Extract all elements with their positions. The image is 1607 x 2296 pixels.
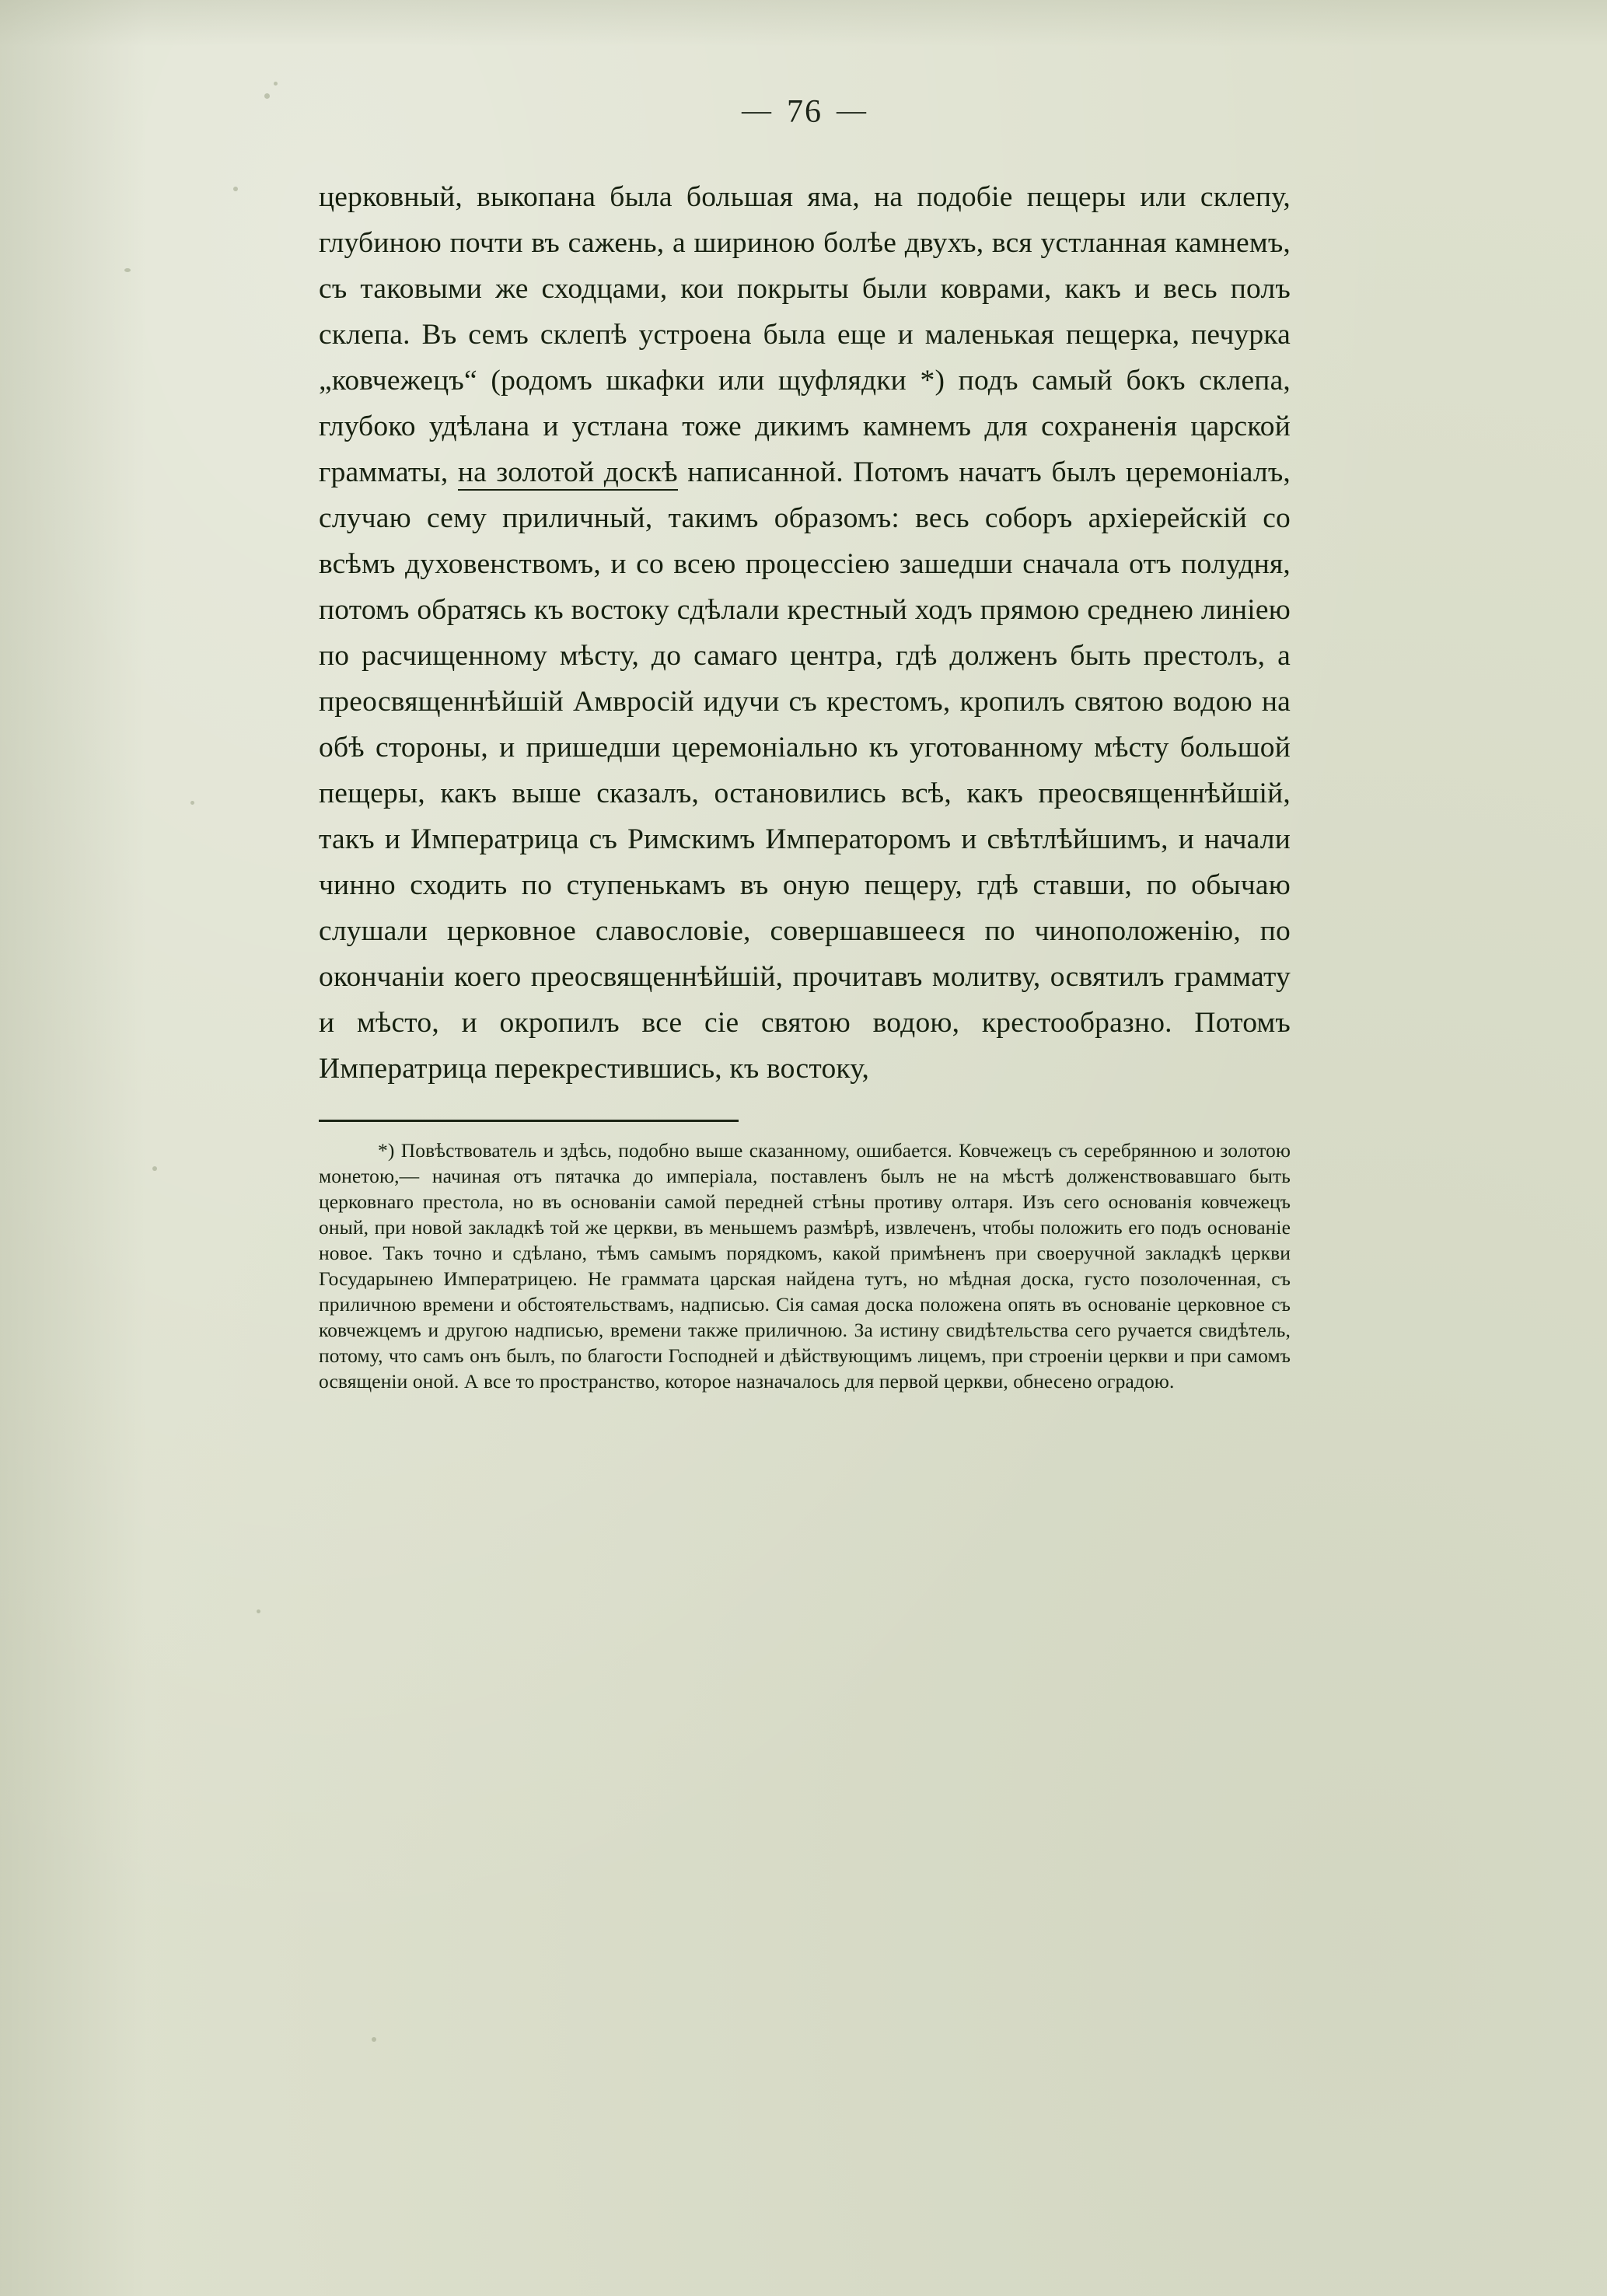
paper-speck <box>152 1166 157 1171</box>
footnote <box>319 1138 1291 1394</box>
paper-speck <box>264 93 270 99</box>
body-text <box>319 174 1291 1092</box>
body-underlined-fragment: на золотой доскѣ <box>458 456 678 491</box>
paper-speck <box>257 1609 260 1613</box>
footnote-text: Повѣствователь и здѣсь, подобно выше сказанному, ошибается. Ковчежецъ съ серебрянною и золотою монетою,— начиная отъ пятачка до имперіала, поставленъ былъ не на мѣстѣ долженствовавшаго быть церковнаго престола, но въ основаніи самой передней стѣны противу олтаря. Изъ сего основанія ковчежецъ оный, при новой закладкѣ той же церкви, въ меньшемъ размѣрѣ, извлеченъ, чтобы положить его подъ основаніе новое. Такъ точно и сдѣлано, тѣмъ самымъ порядкомъ, какой примѣненъ при своеручной закладкѣ церкви Государынею Императрицею. Не граммата царская найдена тутъ, но мѣдная доска, густо позолоченная, съ приличною времени и обстоятельствамъ, надписью. Сія самая доска положена опять въ основаніе церковное съ ковчежцемъ и другою надписью, времени также приличною. За истину свидѣтельства сего ручается свидѣтель, потому, что самъ онъ былъ, по благости Господней и дѣйствующимъ лицемъ, при строеніи церкви и при самомъ освященіи оной. А все то пространство, которое назначалось для первой церкви, обнесено оградою. <box>319 1139 1291 1393</box>
body-paragraph <box>319 174 1291 1092</box>
paper-speck <box>124 268 131 272</box>
paper-shadow-top <box>0 0 1607 54</box>
paper-speck <box>233 187 238 191</box>
page-number <box>319 93 1291 131</box>
page-content <box>319 93 1291 1394</box>
footnote-marker: *) <box>378 1139 395 1162</box>
body-paragraph-part2: написанной. Потомъ начатъ былъ церемоніалъ, случаю сему приличный, такимъ образомъ: весь соборъ архіерейскій со всѣмъ духовенствомъ, и со всею процессіею зашедши сначала отъ полудня, потомъ обратясь къ востоку сдѣлали крестный ходъ прямою среднею линіею по расчищенному мѣсту, до самаго центра, гдѣ долженъ быть престолъ, а преосвященнѣйшій Амвросій идучи съ крестомъ, кропилъ святою водою на обѣ стороны, и пришедши церемоніально къ уготованному мѣсту большой пещеры, какъ выше сказалъ, остановились всѣ, какъ преосвященнѣйшій, такъ и Императрица съ Римскимъ Императоромъ и свѣтлѣйшимъ, и начали чинно сходить по ступенькамъ въ оную пещеру, гдѣ ставши, по обычаю слушали церковное славословіе, совершавшееся по чиноположенію, по окончаніи коего преосвященнѣйшій, прочитавъ молитву, освятилъ граммату и мѣсто, и окропилъ все сіе святою водою, крестообразно. Потомъ Императрица перекрестившись, къ востоку, <box>319 456 1291 1085</box>
page-number-value: 76 <box>787 94 823 130</box>
page-number-dash-right: — <box>837 94 868 127</box>
footnote-divider <box>319 1120 739 1122</box>
paper-speck <box>372 2037 376 2042</box>
paper-shadow-left <box>0 0 194 2296</box>
page-number-dash-left: — <box>742 94 773 127</box>
paper-speck <box>190 801 194 805</box>
paper-speck <box>274 82 278 86</box>
body-paragraph-part1: церковный, выкопана была большая яма, на подобіе пещеры или склепу, глубиною почти въ сажень, а шириною болѣе двухъ, вся устланная камнемъ, съ таковыми же сходцами, кои покрыты были коврами, какъ и весь полъ склепа. Въ семъ склепѣ устроена была еще и маленькая пещерка, печурка „ковчежецъ“ (родомъ шкафки или щуфлядки *) подъ самый бокъ склепа, глубоко удѣлана и устлана тоже дикимъ камнемъ для сохраненія царской грамматы, <box>319 181 1291 488</box>
